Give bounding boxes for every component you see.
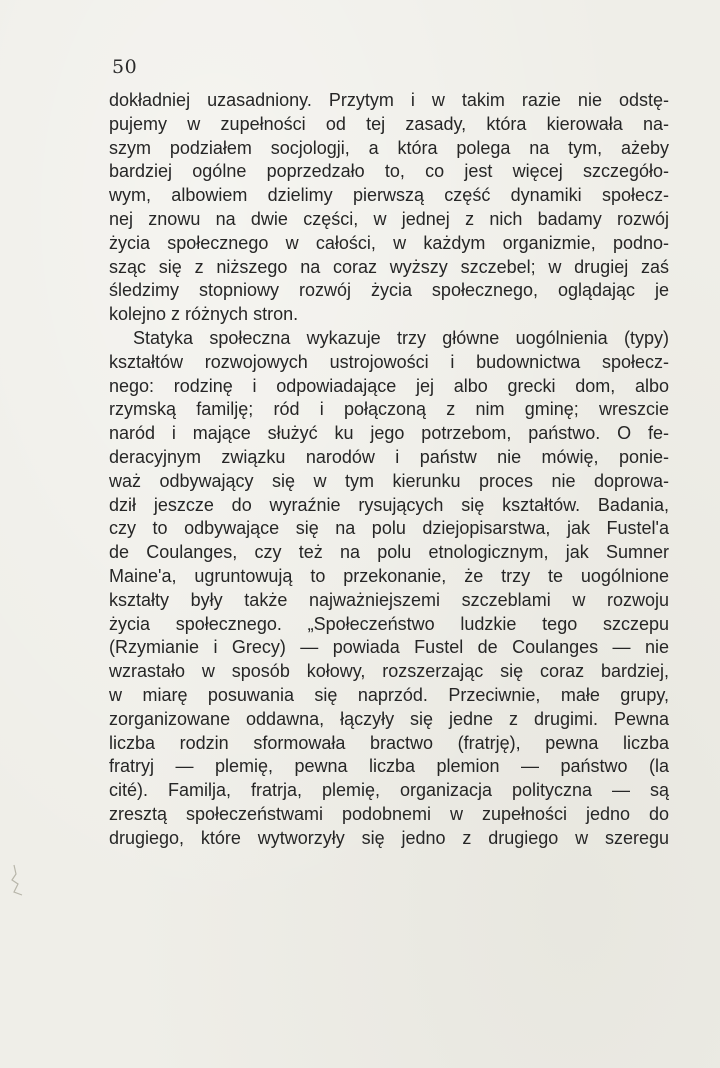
text-line: deracyjnym związku narodów i państw nie mówię, ponie- — [109, 446, 669, 467]
margin-smudge-mark — [6, 862, 30, 898]
text-line: fratryj — plemię, pewna liczba plemion — państwo (la — [109, 756, 669, 777]
text-line: dził jeszcze do wyraźnie rysujących się kształtów. Badania, — [109, 494, 669, 515]
page-number: 50 — [112, 56, 138, 78]
text-line: zresztą społeczeństwami podobnemi w zupełności jedno do — [109, 803, 669, 824]
text-line: bardziej ogólne poprzedzało to, co jest więcej szczegóło- — [109, 161, 669, 182]
text-line: pujemy w zupełności od tej zasady, która kierowała na- — [109, 113, 669, 134]
text-line: liczba rodzin sformowała bractwo (fratrję), pewna liczba — [109, 732, 669, 753]
text-line: Statyka społeczna wykazuje trzy główne uogólnienia (typy) — [133, 327, 669, 348]
text-line: śledzimy stopniowy rozwój życia społecznego, oglądając je — [109, 280, 669, 301]
text-line: drugiego, które wytworzyły się jedno z drugiego w szeregu — [109, 827, 669, 848]
text-line: w miarę posuwania się naprzód. Przeciwnie, małe grupy, — [109, 684, 669, 705]
text-line: czy to odbywające się na polu dziejopisarstwa, jak Fustel'a — [109, 518, 669, 539]
text-line: naród i mające służyć ku jego potrzebom, państwo. O fe- — [109, 423, 669, 444]
text-line: cité). Familja, fratrja, plemię, organizacja polityczna — są — [109, 780, 669, 801]
text-line: nej znowu na dwie części, w jednej z nich badamy rozwój — [109, 208, 669, 229]
text-line: rzymską familję; ród i połączoną z nim gminę; wreszcie — [109, 399, 669, 420]
body-text — [109, 89, 669, 851]
text-line: (Rzymianie i Grecy) — powiada Fustel de Coulanges — nie — [109, 637, 669, 658]
text-line: kształty były także najważniejszemi szczeblami w rozwoju — [109, 589, 669, 610]
text-line: wym, albowiem dzielimy pierwszą część dynamiki społecz- — [109, 185, 669, 206]
text-line: kolejno z różnych stron. — [109, 304, 299, 325]
text-line: de Coulanges, czy też na polu etnologicznym, jak Sumner — [109, 542, 669, 563]
text-line: sząc się z niższego na coraz wyższy szczebel; w drugiej zaś — [109, 256, 669, 277]
text-line: kształtów rozwojowych ustrojowości i budownictwa społecz- — [109, 351, 669, 372]
text-line: szym podziałem socjologji, a która polega na tym, ażeby — [109, 137, 669, 158]
text-line: życia społecznego w całości, w każdym organizmie, podno- — [109, 232, 669, 253]
text-line: zorganizowane oddawna, łączyły się jedne z drugimi. Pewna — [109, 708, 669, 729]
text-line: Maine'a, ugruntowują to przekonanie, że trzy te uogólnione — [109, 565, 669, 586]
text-line: wzrastało w sposób kołowy, rozszerzając się coraz bardziej, — [109, 661, 669, 682]
text-line: nego: rodzinę i odpowiadające jej albo grecki dom, albo — [109, 375, 669, 396]
text-line: dokładniej uzasadniony. Przytym i w takim razie nie odstę- — [109, 90, 669, 110]
text-line: waż odbywający się w tym kierunku proces nie doprowa- — [109, 470, 669, 491]
text-line: życia społecznego. „Społeczeństwo ludzkie tego szczepu — [109, 613, 669, 634]
